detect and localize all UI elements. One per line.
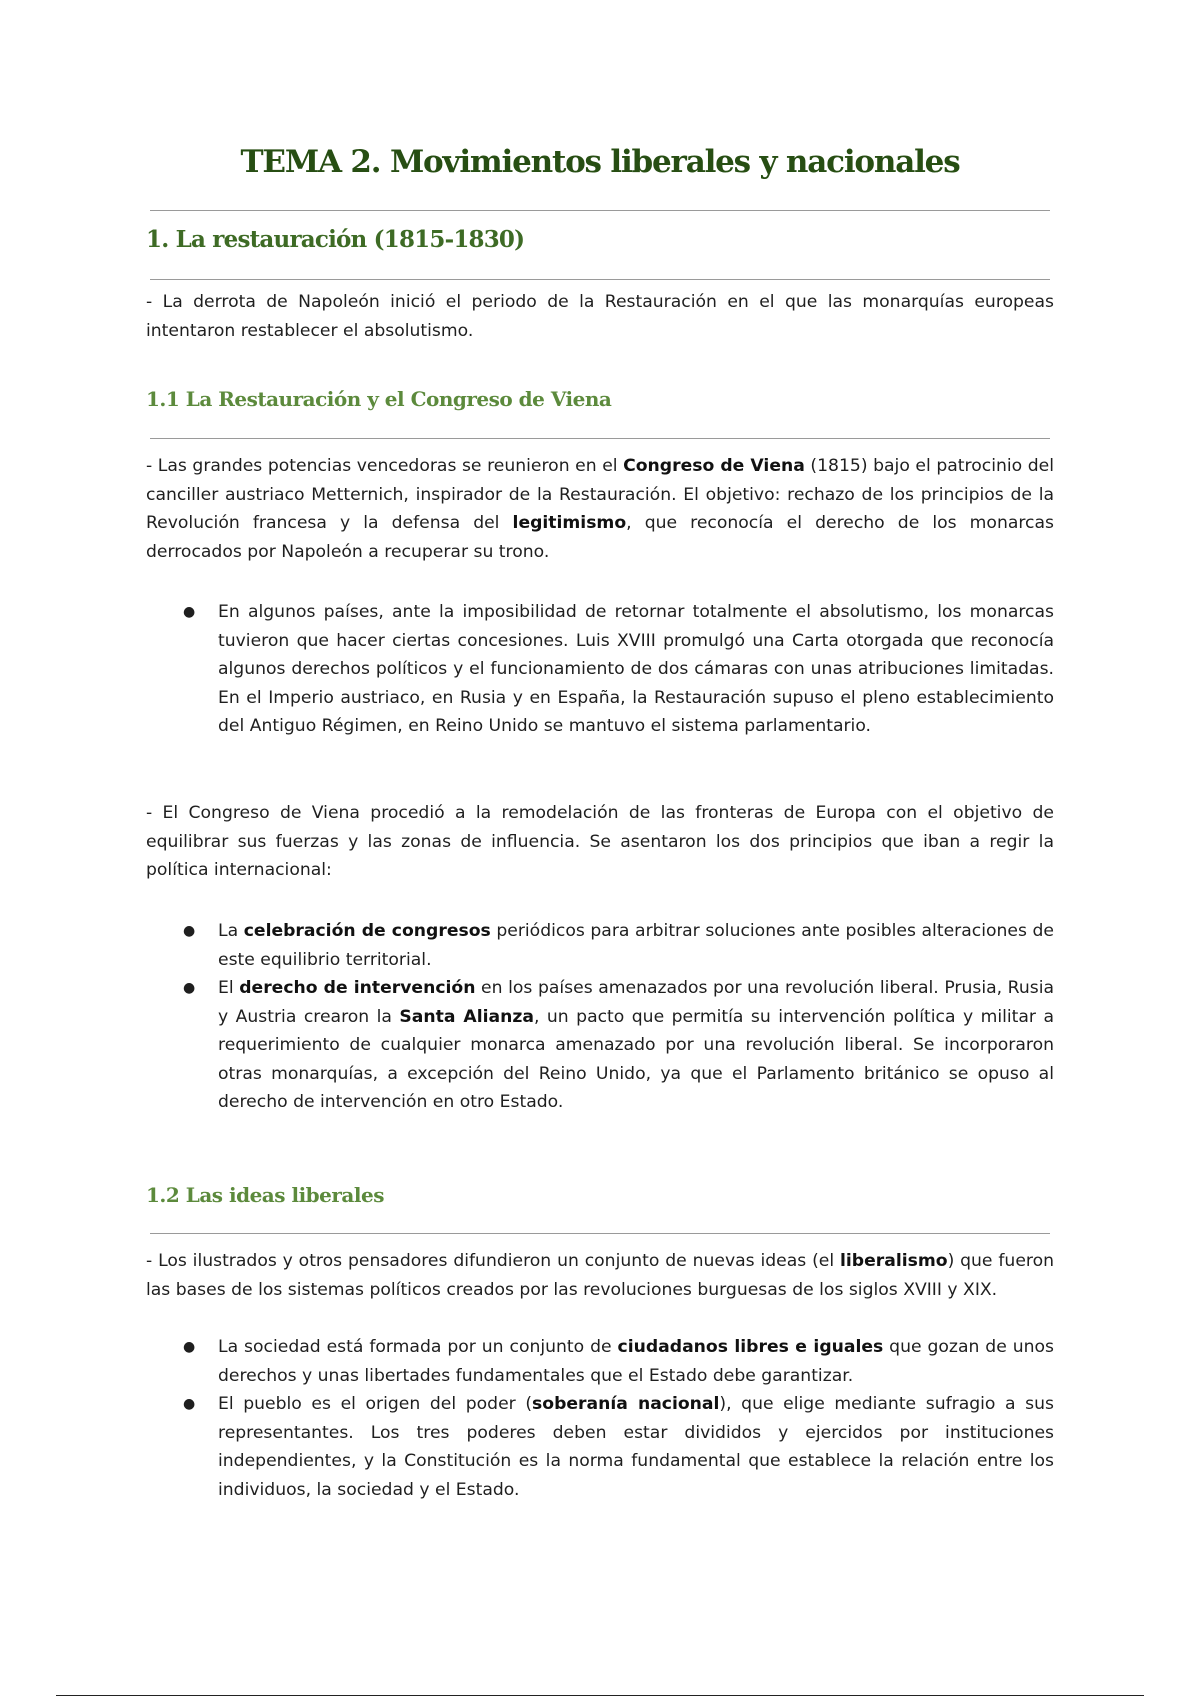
subsection-divider [150, 438, 1050, 439]
subsection-heading-ideas-liberales: 1.2 Las ideas liberales [146, 1183, 384, 1207]
paragraph-congreso-viena: - Las grandes potencias vencedoras se reunieron en el Congreso de Viena (1815) bajo el patrocinio del canciller austriaco Metternich, inspirador de la Restauración. El objetivo: rechazo de los principios de la Revolución francesa y la defensa del legitimismo, que reconocía el derecho de los monarcas derrocados por Napoleón a recuperar su trono. [146, 456, 1054, 562]
subsection-divider [150, 1233, 1050, 1234]
list-item: ● En algunos países, ante la imposibilidad de retornar totalmente el absolutismo, los monarcas tuvieron que hacer ciertas concesiones. Luis XVIII promulgó una Carta otorgada que reconocía algunos derechos políticos y el funcionamiento de dos cámaras con unas atribuciones limitadas. En el Imperio austriaco, en Rusia y en España, la Restauración supuso el pleno establecimiento del Antiguo Régimen, en Reino Unido se mantuvo el sistema parlamentario. [218, 598, 1054, 741]
bullet-icon: ● [183, 980, 196, 996]
document-title: TEMA 2. Movimientos liberales y nacionales [240, 144, 960, 180]
paragraph-fronteras: - El Congreso de Viena procedió a la remodelación de las fronteras de Europa con el objetivo de equilibrar sus fuerzas y las zonas de influencia. Se asentaron los dos principios que iban a regir la política internacional: [146, 803, 1054, 880]
subsection-heading-congreso-viena: 1.1 La Restauración y el Congreso de Viena [146, 387, 612, 411]
bullet-list-concesiones [183, 598, 1054, 741]
intro-paragraph: - La derrota de Napoleón inició el periodo de la Restauración en el que las monarquías europeas intentaron restablecer el absolutismo. [146, 292, 1054, 341]
bullet-icon: ● [183, 1396, 196, 1412]
bullet-list-principios [183, 917, 1055, 1117]
section-divider [150, 279, 1050, 280]
paragraph-liberalismo: - Los ilustrados y otros pensadores difundieron un conjunto de nuevas ideas (el liberalismo) que fueron las bases de los sistemas políticos creados por las revoluciones burguesas de los siglos XVIII y XIX. [146, 1251, 1054, 1300]
list-item: ● El derecho de intervención en los países amenazados por una revolución liberal. Prusia, Rusia y Austria crearon la Santa Alianza, un pacto que permitía su intervención política y militar a requerimiento de cualquier monarca amenazado por una revolución liberal. Se incorporaron otras monarquías, a excepción del Reino Unido, ya que el Parlamento británico se opuso al derecho de intervención en otro Estado. [218, 974, 1054, 1117]
bullet-icon: ● [183, 923, 196, 939]
section-heading-restauracion: 1. La restauración (1815-1830) [146, 226, 525, 253]
bullet-icon: ● [183, 1339, 196, 1355]
title-divider [150, 210, 1050, 211]
list-item: ● La celebración de congresos periódicos para arbitrar soluciones ante posibles alteraciones de este equilibrio territorial. [218, 917, 1054, 974]
page-bottom-border [56, 1695, 1144, 1696]
bullet-list-ideas [183, 1333, 1054, 1504]
bullet-icon: ● [183, 604, 196, 620]
list-item: ● La sociedad está formada por un conjunto de ciudadanos libres e iguales que gozan de unos derechos y unas libertades fundamentales que el Estado debe garantizar. [218, 1333, 1054, 1390]
list-item: ● El pueblo es el origen del poder (soberanía nacional), que elige mediante sufragio a sus representantes. Los tres poderes deben estar divididos y ejercidos por instituciones independientes, y la Constitución es la norma fundamental que establece la relación entre los individuos, la sociedad y el Estado. [218, 1390, 1054, 1504]
